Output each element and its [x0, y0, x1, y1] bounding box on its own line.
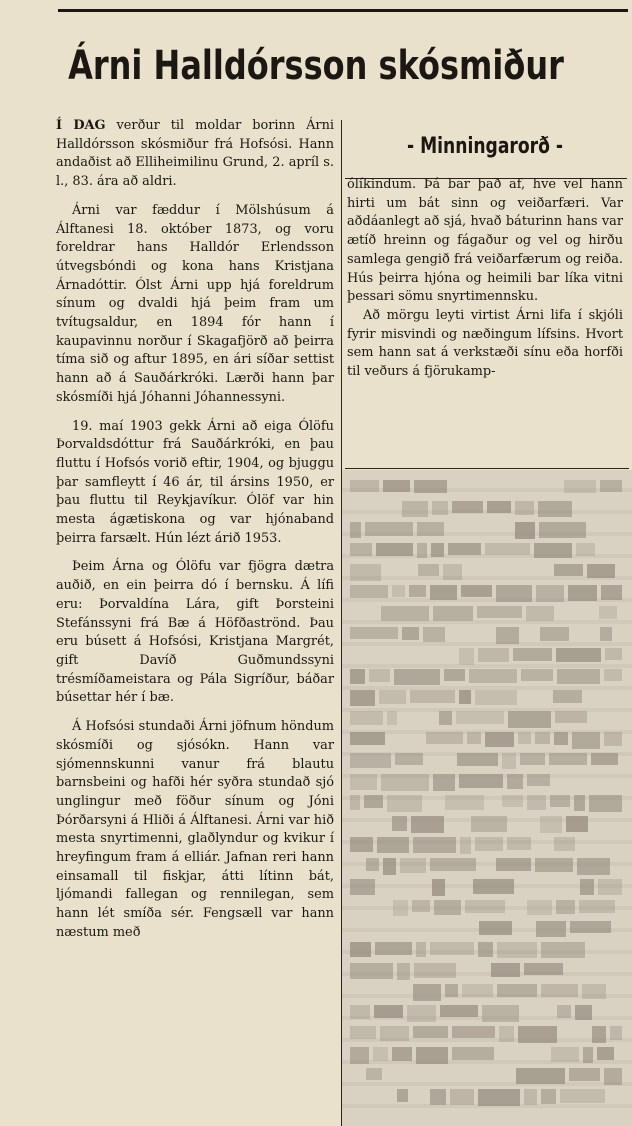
redaction-block	[395, 753, 423, 765]
redaction-block	[350, 837, 373, 852]
redaction-block	[496, 585, 532, 602]
redaction-block	[540, 816, 562, 833]
redaction-block	[541, 984, 578, 997]
redaction-block	[538, 501, 572, 517]
redaction-block	[445, 984, 458, 997]
redaction-block	[604, 669, 622, 681]
redaction-block	[591, 753, 618, 765]
redaction-block	[430, 942, 474, 955]
redaction-block	[439, 711, 452, 725]
paragraph-5: Á Hofsósi stundaði Árni jöfnum höndum skósmíði og sjósókn. Hann var sjómennskunni vanur frá blautu barnsbeini og hafði hér syðra stundað sjó unglingur með föður sínum og Jóni Þórðarsyni á Hliði á Álftanesi. Árni var hið mesta snyrtimenni, glaðlyndur og kvikur í hreyfingum fram á elliár. Jafnan reri hann einsamall til fiskjar, átti lítinn bát, ljómandi fallegan og rennilegan, sem hann lét smíða sér. Fengsæll var hann næstum með	[56, 719, 334, 940]
redaction-block	[397, 963, 410, 980]
redaction-block	[520, 753, 545, 765]
redaction-block	[412, 900, 430, 912]
redaction-block	[423, 627, 445, 642]
redaction-block	[417, 522, 444, 536]
redaction-block	[599, 606, 617, 619]
redaction-block	[577, 858, 610, 875]
redaction-block	[536, 585, 564, 602]
redaction-block	[460, 837, 471, 854]
redaction-block	[534, 543, 572, 558]
redaction-block	[350, 543, 372, 556]
article-title: Árni Halldórsson skósmiður	[68, 43, 564, 89]
redaction-block	[554, 564, 583, 576]
redaction-block	[459, 774, 503, 788]
redaction-block	[350, 732, 385, 745]
redaction-block	[582, 984, 606, 999]
redaction-block	[392, 585, 405, 597]
paragraph-6: ólíkindum. Þá bar það af, hve vel hann hirti um bát sinn og veiðarfæri. Var aðdáanlegt að sjá, hvað báturinn hans var ætíð hreinn og fágaður og vel og hirðu samlega gengið frá veiðarfærum og reiða. Hús þeirra hjóna og heimili bar líka vitni þessari sömu snyrtimennsku.	[347, 177, 623, 305]
redaction-block	[452, 1047, 494, 1060]
redaction-block	[527, 774, 550, 786]
redaction-block	[478, 1089, 520, 1106]
redaction-block	[499, 1026, 514, 1042]
redaction-block	[365, 522, 413, 536]
redaction-block	[397, 1089, 408, 1102]
redaction-block	[560, 1089, 605, 1103]
redaction-block	[556, 900, 575, 914]
redaction-block	[350, 963, 393, 979]
redaction-block	[407, 1005, 436, 1022]
redaction-block	[515, 501, 534, 515]
redacted-region	[342, 470, 632, 1126]
redaction-block	[350, 753, 391, 768]
redaction-block	[482, 1005, 519, 1022]
redaction-block	[540, 627, 569, 641]
redaction-block	[487, 501, 511, 513]
redaction-block	[475, 690, 517, 705]
paragraph-1: Í DAG verður til moldar borinn Árni Halldórsson skósmiður frá Hofsósi. Hann andaðist að Elliheimilinu Grund, 2. apríl s. l., 83. ára að aldri.	[56, 118, 334, 190]
redaction-block	[610, 1026, 622, 1040]
redaction-block	[448, 543, 481, 555]
redaction-block	[513, 648, 552, 661]
redaction-block	[556, 648, 601, 662]
redaction-block	[478, 942, 493, 957]
redaction-block	[350, 1047, 369, 1064]
redaction-block	[524, 1089, 537, 1105]
redaction-block	[564, 480, 596, 493]
redaction-block	[570, 921, 611, 933]
redaction-block	[467, 732, 481, 744]
redaction-block	[393, 900, 408, 916]
redaction-block	[568, 585, 597, 601]
redaction-block	[518, 732, 531, 744]
lead-in: Í DAG	[56, 118, 106, 133]
redaction-block	[507, 837, 531, 850]
redaction-block	[433, 606, 473, 621]
redaction-block	[414, 963, 456, 978]
redaction-block	[478, 648, 509, 662]
redaction-block	[459, 648, 474, 665]
redaction-block	[600, 480, 622, 492]
redaction-block	[600, 627, 612, 641]
redaction-block	[381, 774, 429, 791]
redaction-block	[452, 1026, 495, 1038]
paragraph-4: Þeim Árna og Ólöfu var fjögra dætra auðið, en ein þeirra dó í bernsku. Á lífi eru: Þorvaldína Lára, gift Þorsteini Stefánssyni frá Bæ á Höfðaströnd. Þau eru búsett á Hofsósi, Kristjana Margrét, gift Davíð Guðmundssyni trésmíðameistara og Pála Sigríður, báðar búsettar hér í bæ.	[56, 559, 334, 706]
redaction-block	[431, 543, 444, 557]
redaction-block	[426, 732, 463, 744]
redaction-block	[554, 837, 575, 851]
redaction-block	[549, 753, 587, 765]
redaction-block	[377, 837, 409, 853]
redaction-block	[392, 816, 407, 831]
redaction-block	[413, 984, 441, 1001]
paragraph-2: Árni var fæddur í Mölshúsum á Álftanesi 18. október 1873, og voru foreldrar hans Halldór Erlendsson útvegsbóndi og kona hans Kristjana Árnadóttir. Ólst Árni upp hjá foreldrum sínum og dvaldi hjá þeim fram um tvítugsaldur, en 1894 fór hann í kaupavinnu norður í Skagafjörð að þeirra tíma sið og aftur 1895, en ári síðar settist hann að á Sauðárkróki. Lærði hann þar skósmíði hjá Jóhanni Jóhannessyni.	[56, 202, 334, 405]
redaction-block	[392, 1047, 412, 1061]
redaction-block	[566, 816, 588, 832]
redaction-block	[496, 858, 531, 871]
redaction-block	[604, 732, 622, 746]
redaction-block	[402, 627, 419, 640]
redaction-block	[413, 837, 456, 853]
redaction-block	[473, 879, 514, 894]
redaction-block	[527, 795, 546, 810]
redaction-block	[409, 585, 426, 597]
redaction-block	[430, 585, 457, 600]
redaction-block	[350, 669, 365, 684]
paragraph-7: Að mörgu leyti virtist Árni lifa í skjóli fyrir misvindi og næðingum lífsins. Hvort sem hann sat á verkstæði sínu eða horfði til veðurs á fjörukamp-	[347, 307, 623, 380]
right-column	[347, 176, 623, 382]
redaction-block	[526, 606, 554, 621]
redaction-block	[432, 879, 445, 896]
redaction-block	[418, 564, 439, 576]
redaction-block	[375, 942, 412, 955]
redaction-block	[350, 627, 398, 639]
redaction-block	[394, 669, 440, 685]
redaction-block	[554, 732, 568, 745]
redaction-block	[576, 543, 595, 556]
redaction-block	[430, 1089, 446, 1105]
redaction-block	[465, 900, 505, 913]
redaction-block	[497, 984, 537, 997]
redaction-block	[485, 732, 514, 747]
redaction-block	[579, 900, 615, 913]
redaction-block	[383, 858, 396, 875]
redaction-block	[350, 480, 379, 492]
redaction-block	[535, 732, 550, 744]
redaction-block	[350, 1005, 370, 1019]
redaction-block	[417, 543, 427, 558]
redaction-block	[366, 1068, 382, 1080]
redaction-block	[459, 690, 471, 704]
redaction-block	[515, 522, 535, 539]
redaction-block	[373, 1047, 388, 1061]
redaction-block	[440, 1005, 478, 1017]
redaction-block	[350, 690, 375, 706]
redaction-block	[536, 921, 566, 937]
redaction-block	[350, 711, 383, 725]
redaction-block	[457, 753, 498, 766]
redaction-block	[350, 942, 371, 957]
redaction-block	[374, 1005, 403, 1018]
redaction-block	[369, 669, 390, 682]
paragraph-3: 19. maí 1903 gekk Árni að eiga Ólöfu Þorvaldsdóttur frá Sauðárkróki, en þau fluttu í Hofsós vorið eftir, 1904, og bjuggu þar samfleytt í 46 ár, til ársins 1950, er þau fluttu til Reykjavíkur. Ólöf var hin mesta ágætiskona og var hjónaband þeirra farsælt. Hún lézt árið 1953.	[56, 418, 334, 546]
redaction-block	[414, 480, 447, 493]
redaction-block	[604, 1068, 622, 1085]
redaction-block	[475, 837, 503, 851]
redaction-block	[450, 1089, 474, 1105]
redaction-block	[376, 543, 413, 556]
redaction-block	[541, 1089, 556, 1104]
redaction-block	[471, 816, 507, 832]
redaction-block	[432, 501, 448, 515]
redaction-block	[381, 606, 429, 621]
redaction-block	[416, 942, 426, 957]
redaction-block	[383, 480, 410, 492]
redaction-block	[350, 1026, 376, 1039]
redaction-block	[379, 690, 406, 704]
redaction-block	[491, 963, 520, 977]
redaction-block	[597, 1047, 614, 1060]
redaction-block	[502, 795, 523, 807]
redaction-block	[434, 900, 461, 915]
redaction-block	[387, 711, 397, 725]
redaction-block	[443, 564, 462, 580]
redaction-block	[521, 669, 553, 681]
redaction-block	[592, 1026, 606, 1043]
redaction-block	[583, 1047, 593, 1063]
redaction-block	[541, 942, 585, 958]
redaction-block	[350, 774, 377, 790]
redaction-block	[575, 1005, 592, 1020]
redaction-block	[587, 564, 615, 578]
article-subtitle: - Minningarorð -	[406, 134, 564, 159]
redaction-block	[462, 984, 493, 997]
redaction-block	[535, 858, 573, 872]
redaction-block	[553, 690, 582, 703]
redaction-block	[557, 669, 600, 684]
redaction-block	[497, 942, 537, 958]
redaction-block	[469, 669, 517, 683]
redaction-block	[518, 1026, 557, 1043]
redaction-block	[461, 585, 492, 597]
redaction-block	[350, 585, 388, 598]
redaction-block	[569, 1068, 600, 1081]
redaction-block	[416, 1047, 448, 1064]
redaction-block	[400, 858, 426, 873]
redaction-block	[413, 1026, 448, 1038]
section-rule	[345, 468, 629, 469]
redaction-block	[445, 795, 484, 810]
redaction-block	[524, 963, 563, 975]
redaction-block	[380, 1026, 409, 1041]
redaction-block	[387, 795, 422, 812]
redaction-block	[433, 774, 455, 791]
redaction-block	[444, 669, 465, 681]
redaction-block	[516, 1068, 565, 1084]
redaction-block	[410, 690, 455, 703]
left-column	[56, 117, 334, 1126]
redaction-block	[350, 795, 360, 810]
redaction-block	[364, 795, 383, 808]
redaction-block	[350, 879, 375, 895]
redaction-block	[557, 1005, 571, 1018]
redaction-block	[555, 711, 587, 723]
redaction-block	[550, 795, 570, 807]
redaction-block	[366, 858, 379, 871]
top-rule	[58, 9, 628, 12]
redaction-block	[605, 648, 622, 660]
redaction-block	[411, 816, 444, 833]
redaction-block	[456, 711, 504, 724]
redaction-block	[589, 795, 622, 812]
redaction-block	[507, 774, 523, 789]
redaction-block	[572, 732, 600, 749]
redaction-block	[477, 606, 522, 618]
redaction-block	[350, 522, 361, 538]
redaction-block	[502, 753, 516, 769]
redaction-block	[496, 627, 519, 644]
redaction-block	[574, 795, 585, 811]
redaction-block	[539, 522, 586, 538]
redaction-block	[598, 879, 622, 895]
redaction-block	[485, 543, 530, 555]
redaction-block	[479, 921, 512, 935]
redaction-block	[601, 585, 622, 600]
redaction-block	[527, 900, 552, 915]
redaction-block	[508, 711, 551, 728]
redaction-block	[350, 564, 381, 581]
redaction-block	[551, 1047, 579, 1062]
redaction-block	[580, 879, 594, 895]
redaction-block	[402, 501, 428, 517]
redaction-block	[430, 858, 476, 871]
redaction-block	[452, 501, 483, 513]
